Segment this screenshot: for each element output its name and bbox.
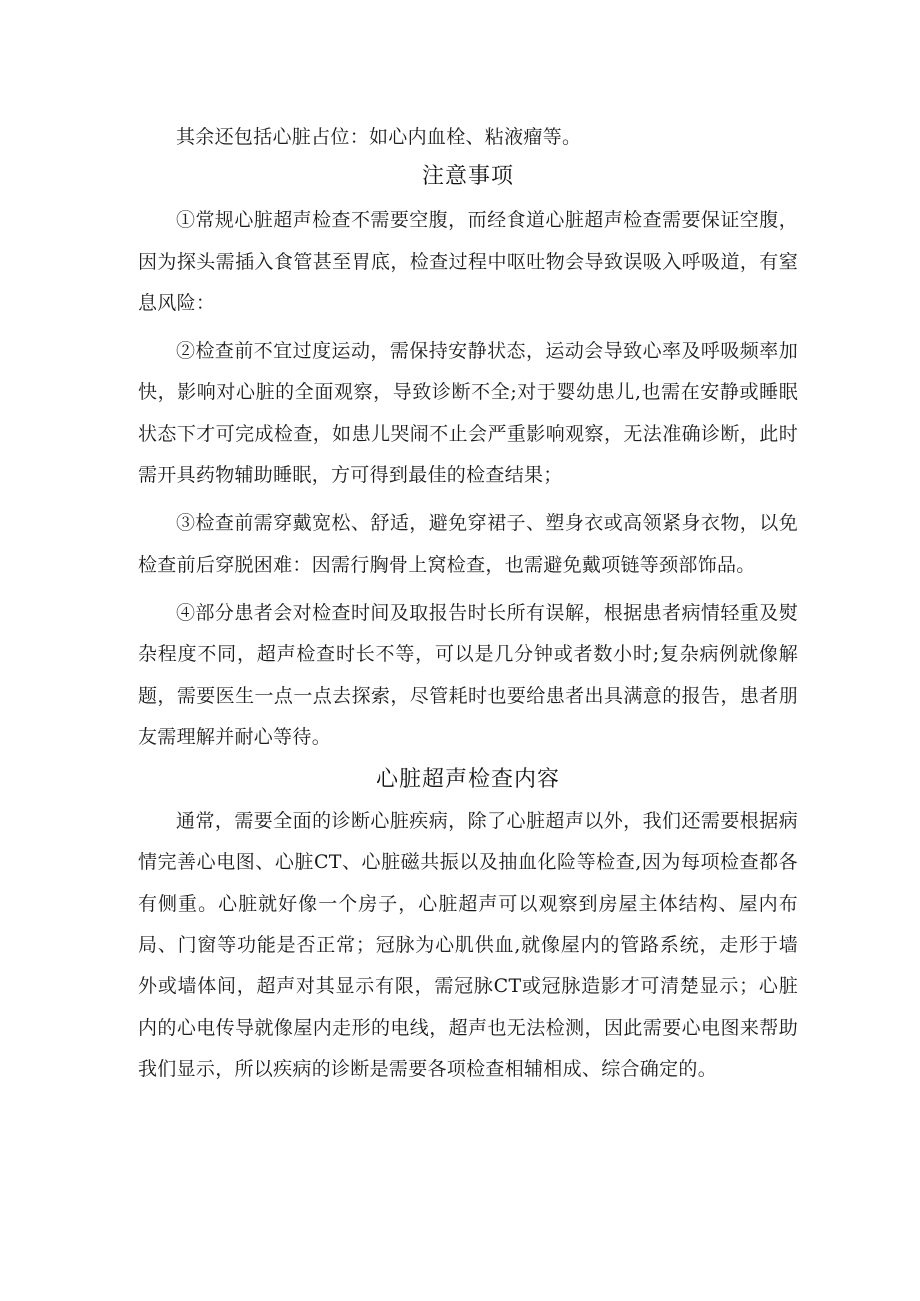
intro-paragraph: 其余还包括心脏占位：如心内血栓、粘液瘤等。 [176,126,582,148]
section-title-precautions: 注意事项 [421,164,514,190]
document-content [138,117,798,1097]
precaution-item-3: ③检查前需穿戴宽松、舒适，避免穿裙子、塑身衣或高领紧身衣物，以免检查前后穿脱困难：因需行胸骨上窝检查，也需避免戴项链等颈部饰品。 [138,512,798,576]
precaution-item-4: ④部分患者会对检查时间及取报告时长所有误解，根据患者病情轻重及熨杂程度不同，超声检查时长不等，可以是几分钟或者数小时;复杂病例就像解题，需要医生一点一点去探索，尽管耗时也要给患者出具满意的报告，患者朋友需理解并耐心等待。 [138,601,798,748]
precaution-item-1: ①常规心脏超声检查不需要空腹，而经食道心脏超声检查需要保证空腹，因为探头需插入食管甚至胃底，检查过程中呕吐物会导致误吸入呼吸道，有窒息风险： [138,209,798,314]
exam-contents-paragraph: 通常，需要全面的诊断心脏疾病，除了心脏超声以外，我们还需要根据病情完善心电图、心脏CT、心脏磁共振以及抽血化险等检查,因为每项检查都各有侧重。心脏就好像一个房子，心脏超声可以观察到房屋主体结构、屋内布局、门窗等功能是否正常；冠脉为心肌供血,就像屋内的管路系统，走形于墙外或墙体间，超声对其显示有限，需冠脉CT或冠脉造影才可清楚显示；心脏内的心电传导就像屋内走形的电线，超声也无法检测，因此需要心电图来帮助我们显示，所以疾病的诊断是需要各项检查相辅相成、综合确定的。 [138,810,798,1080]
precaution-item-2: ②检查前不宜过度运动，需保持安静状态，运动会导致心率及呼吸频率加快，影响对心脏的全面观察，导致诊断不全;对于婴幼患儿,也需在安静或睡眠状态下才可完成检查，如患儿哭闹不止会严重影响观察，无法准确诊断，此时需开具药物辅助睡眠，方可得到最佳的检查结果； [138,340,798,487]
section-title-exam-contents: 心脏超声检查内容 [375,767,560,793]
